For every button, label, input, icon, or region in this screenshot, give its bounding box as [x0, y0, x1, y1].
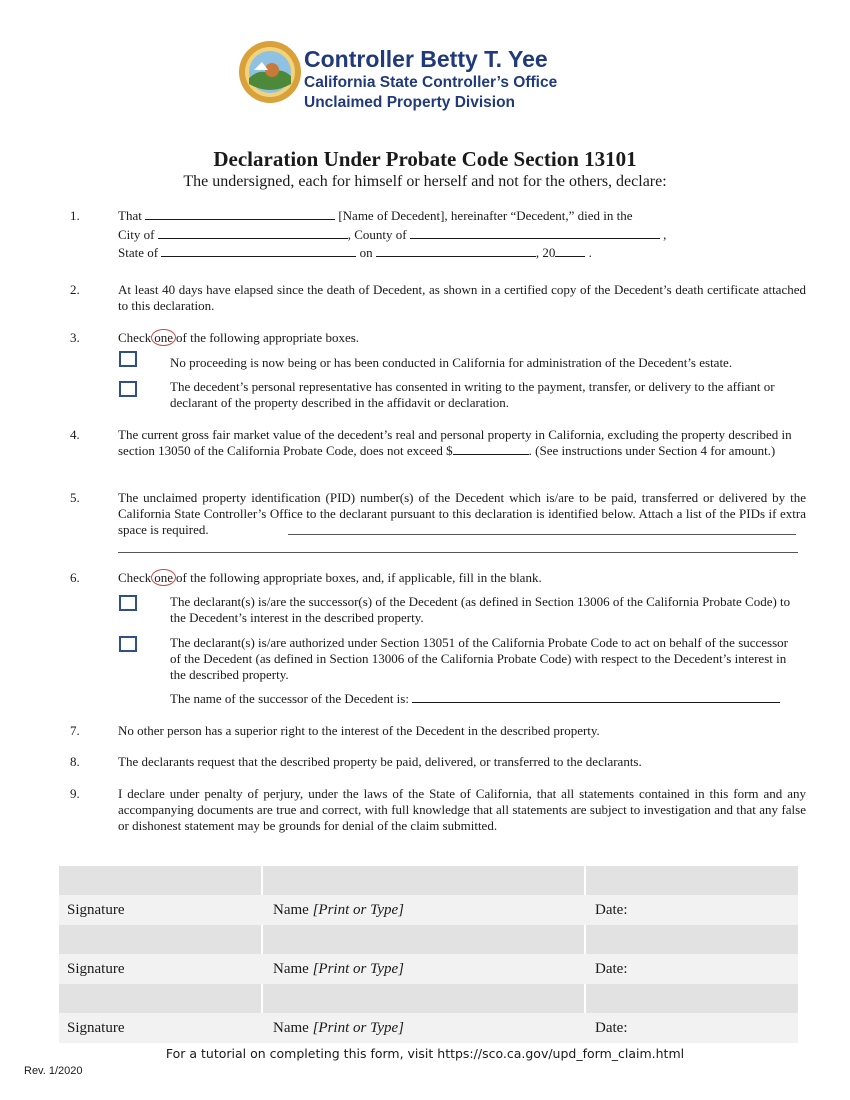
item-3-number: 3. — [70, 330, 80, 345]
item-6-post: of the following appropriate boxes, and, if applicable, fill in the blank. — [176, 570, 542, 585]
city-field[interactable] — [158, 227, 348, 239]
item-6-check: Check — [118, 570, 152, 585]
signature-label-row — [59, 1013, 798, 1043]
signature-label-row — [59, 954, 798, 984]
item-6-one: one — [151, 569, 176, 586]
representative-consent-checkbox[interactable] — [119, 381, 137, 397]
form-title: Declaration Under Probate Code Section 13101 — [213, 147, 637, 171]
name-text: Name — [273, 901, 309, 918]
pid-field-line-2[interactable] — [118, 552, 798, 553]
brand-division: Unclaimed Property Division — [304, 94, 516, 111]
name-label — [263, 902, 586, 919]
decedent-name-field[interactable] — [145, 208, 335, 220]
signature-label: Signature — [67, 1019, 125, 1036]
item-1-line-1 — [118, 208, 632, 224]
county-field[interactable] — [410, 227, 660, 239]
item-1-county: , County of — [347, 227, 407, 242]
name-text: Name — [273, 960, 309, 977]
item-9-number: 9. — [70, 786, 80, 801]
item-5-number: 5. — [70, 490, 80, 505]
state-field[interactable] — [161, 245, 356, 257]
date-label: Date: — [595, 1019, 628, 1036]
letterhead — [238, 38, 598, 118]
revision-label: Rev. 1/2020 — [24, 1065, 83, 1077]
name-text: Name — [273, 1019, 309, 1036]
form-subtitle: The undersigned, each for himself or herself and not for the others, declare: — [183, 173, 667, 190]
item-1-state: State of — [118, 245, 159, 260]
item-1-name-label: [Name of Decedent], hereinafter “Decedent,” died in the — [338, 208, 633, 223]
signature-table — [59, 866, 798, 1043]
name-hint: [Print or Type] — [312, 960, 404, 977]
item-4-number: 4. — [70, 427, 80, 442]
item-1-on: on — [359, 245, 373, 260]
successor-name-row — [170, 691, 780, 707]
successor-checkbox[interactable] — [119, 595, 137, 611]
brand-title: Controller Betty T. Yee — [304, 46, 548, 72]
name-label — [263, 961, 586, 978]
item-6-number: 6. — [70, 570, 80, 585]
item-7-number: 7. — [70, 723, 80, 738]
item-1-period: . — [588, 245, 592, 260]
item-1-line-2 — [118, 227, 666, 243]
item-9-text: I declare under penalty of perjury, under the laws of the State of California, that all statements contained in this form and any accompanying documents are true and correct, with full knowledge that all statements are subject to investigation and that any false or dishonest statement may be grounds for denial of the claim submitted. — [118, 786, 806, 833]
successor-name-field[interactable] — [412, 691, 780, 703]
year-field[interactable] — [555, 245, 585, 257]
item-8-number: 8. — [70, 754, 80, 769]
name-hint: [Print or Type] — [312, 1019, 404, 1036]
item-3-check: Check — [118, 330, 152, 345]
item-1-that: That — [118, 208, 142, 223]
market-value-field[interactable] — [453, 443, 529, 455]
item-1-number: 1. — [70, 208, 80, 223]
date-label: Date: — [595, 901, 628, 918]
item-1-city: City of — [118, 227, 155, 242]
item-8-text: The declarants request that the described property be paid, delivered, or transferred to the declarants. — [118, 754, 642, 769]
item-4-text-b: . (See instructions under Section 4 for amount.) — [528, 443, 776, 458]
name-hint: [Print or Type] — [312, 901, 404, 918]
signature-entry-row[interactable] — [59, 925, 798, 954]
successor-label: The name of the successor of the Decedent is: — [170, 691, 409, 706]
brand-office: California State Controller’s Office — [304, 74, 558, 91]
item-6-option-1: The declarant(s) is/are the successor(s) of the Decedent (as defined in Section 13006 of the California Probate Code) to the Decedent’s interest in the described property. — [170, 594, 791, 625]
item-5-text: The unclaimed property identification (PID) number(s) of the Decedent which is/are to be paid, transferred or delivered by the California State Controller’s Office to the declarant pursuant to this declaration is identified below. Attach a list of the PIDs if extra space is required. — [118, 490, 806, 537]
date-field[interactable] — [376, 245, 536, 257]
authorized-checkbox[interactable] — [119, 636, 137, 652]
item-3-instruction — [118, 330, 359, 346]
item-2-text: At least 40 days have elapsed since the death of Decedent, as shown in a certified copy of the Decedent’s death certificate attached to this declaration. — [118, 282, 806, 313]
item-1-line-3 — [118, 245, 592, 261]
item-4-text-a: The current gross fair market value of the decedent’s real and personal property in California, excluding the property described in section 13050 of the California Probate Code, does not exceed $ — [118, 427, 792, 458]
item-2-number: 2. — [70, 282, 80, 297]
item-3-post: of the following appropriate boxes. — [176, 330, 360, 345]
signature-entry-row[interactable] — [59, 984, 798, 1013]
item-3-option-2: The decedent’s personal representative has consented in writing to the payment, transfer, or delivery to the affiant or declarant of the property described in the affidavit or declaration. — [170, 379, 775, 410]
item-6-instruction — [118, 570, 542, 586]
item-6-option-2: The declarant(s) is/are authorized under Section 13051 of the California Probate Code to act on behalf of the successor of the Decedent (as defined in Section 13006 of the California Probate Code) with respect to the Decedent’s interest in the described property. — [170, 635, 789, 682]
no-proceeding-checkbox[interactable] — [119, 351, 137, 367]
signature-label-row — [59, 895, 798, 925]
name-label — [263, 1020, 586, 1037]
item-3-option-1: No proceeding is now being or has been conducted in California for administration of the Decedent’s estate. — [170, 355, 733, 370]
item-7-text: No other person has a superior right to the interest of the Decedent in the described property. — [118, 723, 600, 738]
signature-entry-row[interactable] — [59, 866, 798, 895]
date-label: Date: — [595, 960, 628, 977]
item-4-text — [118, 427, 806, 459]
california-seal-logo — [238, 40, 302, 104]
item-1-year: , 20 — [535, 245, 556, 260]
signature-label: Signature — [67, 960, 125, 977]
signature-label: Signature — [67, 901, 125, 918]
item-3-one: one — [151, 329, 176, 346]
item-1-comma: , — [663, 227, 667, 242]
tutorial-note: For a tutorial on completing this form, visit https://sco.ca.gov/upd_form_claim.html — [165, 1046, 685, 1061]
pid-field-line-1[interactable] — [288, 534, 796, 535]
